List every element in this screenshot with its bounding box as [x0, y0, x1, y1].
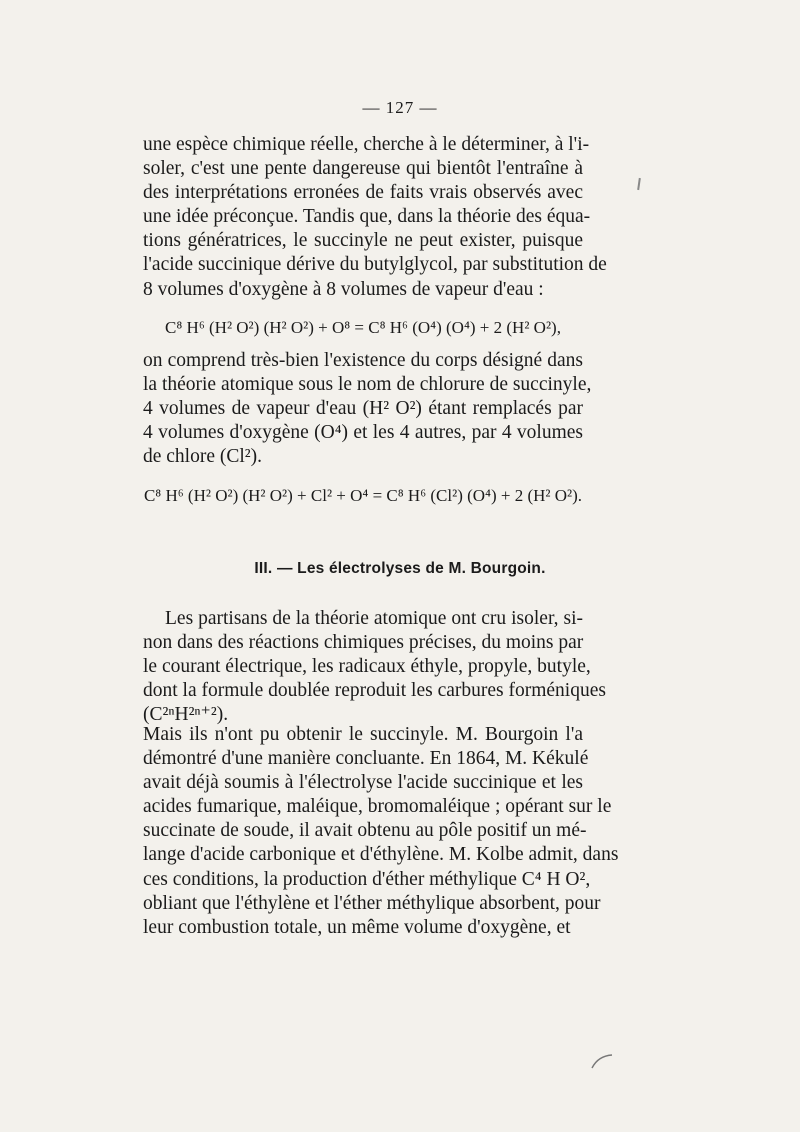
paragraph-partisans [143, 607, 606, 727]
paragraph-bourgoin [143, 723, 619, 940]
text-line: leur combustion totale, un même volume d'oxygène, et [143, 916, 571, 938]
text-line: obliant que l'éthylène et l'éther méthylique absorbent, pour [143, 892, 601, 914]
text-line: non dans des réactions chimiques précises, du moins par [143, 632, 584, 654]
text-line: dont la formule doublée reproduit les carbures forméniques [143, 680, 606, 702]
page-number: — 127 — [362, 98, 438, 117]
text-line: des interprétations erronées de faits vrais observés avec [143, 182, 583, 204]
text-line: la théorie atomique sous le nom de chlorure de succinyle, [143, 374, 592, 396]
text-line: ces conditions, la production d'éther méthylique C⁴ H O², [143, 868, 591, 890]
text-line: acides fumarique, maléique, bromomaléique ; opérant sur le [143, 796, 612, 818]
text-line: succinate de soude, il avait obtenu au pôle positif un mé- [143, 820, 587, 842]
text-line: une espèce chimique réelle, cherche à le déterminer, à l'i- [143, 134, 590, 155]
text-line: l'acide succinique dérive du butylglycol, par substitution de [143, 254, 607, 276]
text-line: tions génératrices, le succinyle ne peut exister, puisque [143, 230, 583, 252]
text-line: soler, c'est une pente dangereuse qui bientôt l'entraîne à [143, 158, 583, 180]
equation-butylglycol: C⁸ H⁶ (H² O²) (H² O²) + O⁸ = C⁸ H⁶ (O⁴) (O⁴) + 2 (H² O²), [165, 318, 561, 337]
text-line: avait déjà soumis à l'électrolyse l'acide succinique et les [143, 772, 583, 794]
text-line: démontré d'une manière concluante. En 1864, M. Kékulé [143, 748, 589, 770]
equation-chlorure: C⁸ H⁶ (H² O²) (H² O²) + Cl² + O⁴ = C⁸ H⁶ (Cl²) (O⁴) + 2 (H² O²). [143, 486, 583, 505]
text-line: 8 volumes d'oxygène à 8 volumes de vapeur d'eau : [143, 278, 544, 300]
text-line: on comprend très-bien l'existence du corps désigné dans [143, 350, 583, 371]
paragraph-chlorure [143, 349, 592, 469]
pencil-mark [590, 1052, 620, 1072]
text-line: Mais ils n'ont pu obtenir le succinyle. M. Bourgoin l'a [143, 724, 583, 745]
text-line: 4 volumes de vapeur d'eau (H² O²) étant remplacés par [143, 398, 583, 420]
text-line: 4 volumes d'oxygène (O⁴) et les 4 autres, par 4 volumes [143, 422, 583, 444]
text-line: lange d'acide carbonique et d'éthylène. M. Kolbe admit, dans [143, 844, 619, 866]
text-line: (C²ⁿH²ⁿ⁺²). [143, 704, 229, 726]
section-heading: III. — Les électrolyses de M. Bourgoin. [254, 560, 546, 577]
paragraph-continuation [143, 133, 607, 302]
text-line: le courant électrique, les radicaux éthyle, propyle, butyle, [143, 656, 591, 678]
margin-mark [637, 178, 641, 190]
text-line: de chlore (Cl²). [143, 446, 263, 468]
text-line: une idée préconçue. Tandis que, dans la théorie des équa- [143, 206, 591, 228]
text-line: Les partisans de la théorie atomique ont cru isoler, si- [165, 608, 583, 629]
